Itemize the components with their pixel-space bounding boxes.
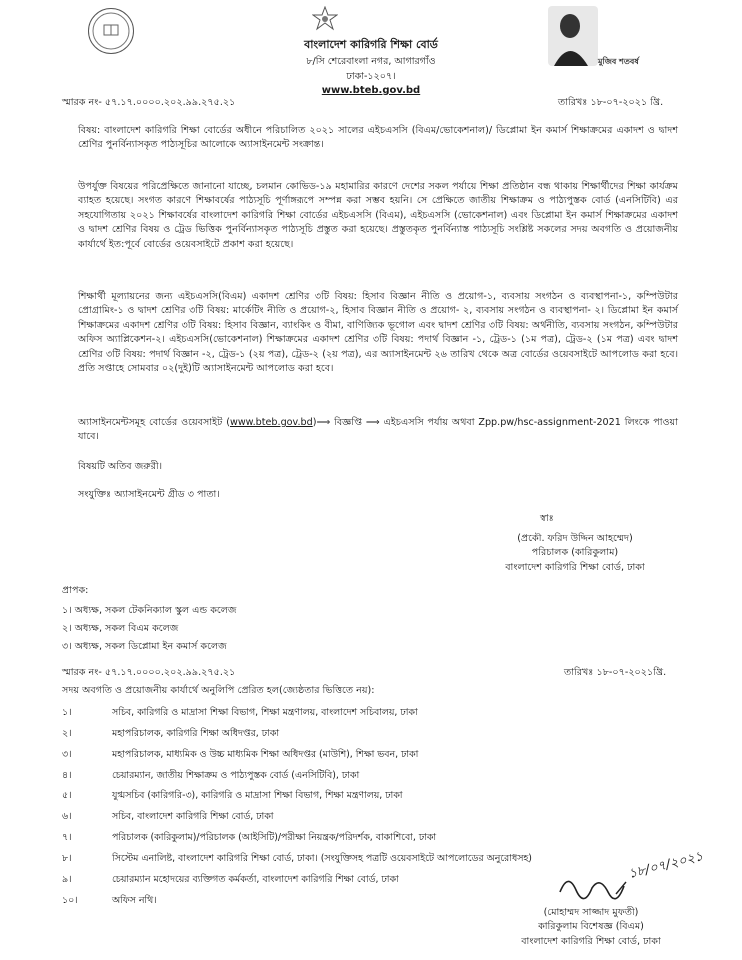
copy-item-number: ৮। xyxy=(62,853,72,864)
copy-item-text: পরিচালক (কারিকুলাম)/পরিচালক (আইসিটি)/পরীক্ষা নিয়ন্ত্রক/পরিদর্শক, বাকাশিবো, ঢাকা xyxy=(112,832,437,843)
mujib-year-badge: মুজিব শতবর্ষ xyxy=(598,57,639,66)
signatory-2-org: বাংলাদেশ কারিগরি শিক্ষা বোর্ড, ঢাকা xyxy=(521,935,661,947)
copy-intro: সদয় অবগতি ও প্রয়োজনীয় কার্যার্থে অনুলিপি প্রেরিত হল(জ্যেষ্ঠতার ভিত্তিতে নয়): xyxy=(62,685,375,696)
copy-item-text: সচিব, কারিগরি ও মাদ্রাসা শিক্ষা বিভাগ, শিক্ষা মন্ত্রণালয়, বাংলাদেশ সচিবালয়, ঢাকা xyxy=(112,707,418,718)
signatory-1-org: বাংলাদেশ কারিগরি শিক্ষা বোর্ড, ঢাকা xyxy=(505,561,645,573)
copy-list-item xyxy=(62,852,532,865)
para-2-text: শিক্ষার্থী মূল্যায়নের জন্য এইচএসসি(বিএম) একাদশ শ্রেণির ৩টি বিষয়: হিসাব বিজ্ঞান নীতি ও প্রয়োগ-১, ব্যবসায় সংগঠন ও ব্যবস্থাপনা-১, কম্পিউটার প্রোগ্রামিং-১ ও দ্বাদশ শ্রেণির ৩টি বিষয়: মার্কেটিং নীতি ও প্রয়োগ-২, হিসাব বিজ্ঞান নীতি ও প্রয়োগ- ২, ব্যবসায় সংগঠন ও ব্যবস্থাপনা- ২। ডিপ্লোমা ইন কমার্স শিক্ষাক্রমের একাদশ শ্রেণির ৩টি বিষয়: হিসাব বিজ্ঞান, ব্যাংকিং ও বীমা, বাণিজ্যিক ভূগোল এবং দ্বাদশ শ্রেণির ৩টি বিষয়: অর্থনীতি, ব্যবসায় সংগঠন, কম্পিউটার অফিস অ্যাপ্লিকেশন-২। এইচএসসি(ভোকেশনাল) শিক্ষাক্রমের একাদশ শ্রেণির ৩টি বিষয়: পদার্থ বিজ্ঞান -১, ট্রেড-১ (১ম পত্র), ট্রেড-২ (১ম পত্র) এবং দ্বাদশ শ্রেণির ৩টি বিষয়: পদার্থ বিজ্ঞান -২, ট্রেড-১ (২য় পত্র), ট্রেড-২ (২য় পত্র), এর অ্যাসাইনমেন্ট ২৬ তারিখ থেকে অত্র বোর্ডের ওয়েবসাইটে আপলোড করা হবে। প্রতি সপ্তাহে সোমবার ০২(দুই)টি অ্যাসাইনমেন্ট আপলোড করা হবে। xyxy=(78,291,678,375)
copy-list-item xyxy=(62,706,418,719)
para-3-part-b: )⟹ বিজ্ঞপ্তি ⟹ এইচএসসি পর্যায় অথবা Zpp.pw/hsc-assignment-2021 লিংকে পাওয়া যাবে। xyxy=(78,417,678,443)
body-para-3 xyxy=(78,416,678,445)
copy-list-item xyxy=(62,769,359,782)
copy-list-item xyxy=(62,789,403,802)
copy-list-item xyxy=(62,831,436,844)
website-link[interactable]: www.bteb.gov.bd xyxy=(321,85,421,96)
copy-item-text: মহাপরিচালক, কারিগরি শিক্ষা অধিদপ্তর, ঢাকা xyxy=(112,728,280,739)
board-emblem-icon xyxy=(312,6,338,32)
copy-item-text: চেয়ারম্যান, জাতীয় শিক্ষাক্রম ও পাঠ্যপুস্তক বোর্ড (এনসিটিবি), ঢাকা xyxy=(112,770,360,781)
subject-label: বিষয়: xyxy=(78,125,101,136)
urgent-note: বিষয়টি অতিব জরুরী। xyxy=(78,461,163,472)
copy-list-item xyxy=(62,873,399,886)
recipient-2: ২। অধ্যক্ষ, সকল বিএম কলেজ xyxy=(62,623,179,634)
copy-item-text: সিস্টেম এনালিষ্ট, বাংলাদেশ কারিগরি শিক্ষা বোর্ড, ঢাকা। (সংযুক্তিসহ পত্রটি ওয়েবসাইটে আপলোডের অনুরোধসহ) xyxy=(112,853,532,864)
copy-item-number: ৫। xyxy=(62,790,72,801)
copy-list-item xyxy=(62,727,279,740)
copy-list-item xyxy=(62,748,418,761)
website-link-inline[interactable]: www.bteb.gov.bd xyxy=(229,417,313,428)
copy-list-item xyxy=(62,894,157,907)
copy-item-text: যুগ্মসচিব (কারিগরি-৩), কারিগরি ও মাদ্রাসা শিক্ষা বিভাগ, শিক্ষা মন্ত্রণালয়, ঢাকা xyxy=(112,790,403,801)
signatory-2 xyxy=(506,906,676,949)
copy-item-number: ৪। xyxy=(62,770,72,781)
recipient-3: ৩। অধ্যক্ষ, সকল ডিপ্লোমা ইন কমার্স কলেজ xyxy=(62,641,227,652)
para-3-part-a: অ্যাসাইনমেন্টসমূহ বোর্ডের ওয়েবসাইট ( xyxy=(78,417,230,428)
copy-item-number: ৩। xyxy=(62,749,72,760)
copy-list-item xyxy=(62,810,274,823)
body-para-1 xyxy=(78,180,678,252)
signatory-2-name: (মোহাম্মদ সাজ্জাদ মুফতী) xyxy=(543,907,639,918)
subject-block xyxy=(78,124,678,153)
handwritten-date: ১৮/০৭/২০২১ xyxy=(627,849,705,883)
memo-ref: স্মারক নং- ৫৭.১৭.০০০০.২০২.৯৯.২৭৫.২১ xyxy=(62,97,236,108)
memo2-ref: স্মারক নং- ৫৭.১৭.০০০০.২০২.৯৯.২৭৫.২১ xyxy=(62,667,236,678)
board-name: বাংলাদেশ কারিগরি শিক্ষা বোর্ড xyxy=(304,38,438,51)
memo2-date: তারিখঃ ১৮-০৭-২০২১খ্রি. xyxy=(564,667,667,678)
body-para-2 xyxy=(78,290,678,376)
address-line: ৮/সি শেরেবাংলা নগর, আগারগাঁও xyxy=(306,56,436,67)
signatory-2-title: কারিকুলাম বিশেষজ্ঞ (বিএম) xyxy=(538,921,644,933)
memo-date: তারিখঃ ১৮-০৭-২০২১ খ্রি. xyxy=(558,97,664,108)
city-line: ঢাকা-১২০৭। xyxy=(346,71,396,82)
recipients-label: প্রাপক: xyxy=(62,585,89,596)
signatory-1 xyxy=(490,532,660,575)
copy-item-number: ৬। xyxy=(62,811,72,822)
copy-item-number: ২। xyxy=(62,728,72,739)
signatory-1-title: পরিচালক (কারিকুলাম) xyxy=(531,547,619,559)
copy-item-text: মহাপরিচালক, মাধ্যমিক ও উচ্চ মাধ্যমিক শিক্ষা অধিদপ্তর (মাউশি), শিক্ষা ভবন, ঢাকা xyxy=(112,749,419,760)
signatory-1-name: (প্রকৌ. ফরিদ উদ্দিন আহম্মেদ) xyxy=(517,533,633,544)
copy-item-text: চেয়ারম্যান মহোদয়ের ব্যক্তিগত কর্মকর্তা, বাংলাদেশ কারিগরি শিক্ষা বোর্ড, ঢাকা xyxy=(112,874,399,885)
letterhead xyxy=(0,36,742,96)
copy-item-text: সচিব, বাংলাদেশ কারিগরি শিক্ষা বোর্ড, ঢাকা xyxy=(112,811,274,822)
attachment-note: সংযুক্তিঃ অ্যাসাইনমেন্ট গ্রীড ৩ পাতা। xyxy=(78,489,220,500)
copy-item-number: ১০। xyxy=(62,895,78,906)
copy-item-number: ১। xyxy=(62,707,72,718)
copy-item-number: ৭। xyxy=(62,832,72,843)
subject-text: বাংলাদেশ কারিগরি শিক্ষা বোর্ডের অধীনে পরিচালিত ২০২১ সালের এইচএসসি (বিএম/ভোকেশনাল)/ ডিপ্লোমা ইন কমার্স শিক্ষাক্রমের একাদশ ও দ্বাদশ শ্রেণির পুনর্বিন্যাসকৃত পাঠ্যসূচির আলোকে অ্যাসাইনমেন্ট সংক্রান্ত। xyxy=(78,125,678,151)
sign-mark: স্বাঃ xyxy=(540,513,554,524)
para-1-text: উপর্যুক্ত বিষয়ের পরিপ্রেক্ষিতে জানানো যাচ্ছে, চলমান কোভিড-১৯ মহামারির কারণে দেশের সকল পর্যায়ে শিক্ষা প্রতিষ্ঠান বন্ধ থাকায় শিক্ষার্থীদের শিক্ষা কার্যক্রম ব্যাহত হয়েছে। সংগত কারণে শিক্ষাবর্ষের পাঠ্যসূচি পূর্ণাঙ্গরূপে সম্পন্ন করা সম্ভব হয়নি। সে প্রেক্ষিতে জাতীয় শিক্ষাক্রম ও পাঠ্যপুস্তক বোর্ড (এনসিটিবি) এর সহযোগিতায় ২০২১ শিক্ষাবর্ষের বাংলাদেশ কারিগরি শিক্ষা বোর্ডের এইচএসসি (বিএম), এইচএসসি (ভোকেশনাল) এবং ডিপ্লোমা ইন কমার্স শিক্ষাক্রমের একাদশ ও দ্বাদশ শ্রেণির বিষয় ও ট্রেড ভিত্তিক পুনর্বিন্যাসকৃত পাঠ্যসূচি প্রস্তুত করা হয়েছে। প্রস্তুতকৃত পুনর্বিন্যাস্ত পাঠ্যসূচি সংশ্লিষ্ট সকলের সদয় অবগতি ও প্রয়োজনীয় কার্যার্থে ইত:পূর্বে বোর্ডের ওয়েবসাইটে প্রকাশ করা হয়েছে। xyxy=(78,181,678,250)
recipient-1: ১। অধ্যক্ষ, সকল টেকনিক্যাল স্কুল এন্ড কলেজ xyxy=(62,605,237,616)
copy-item-text: অফিস নথি। xyxy=(112,895,157,906)
copy-item-number: ৯। xyxy=(62,874,72,885)
